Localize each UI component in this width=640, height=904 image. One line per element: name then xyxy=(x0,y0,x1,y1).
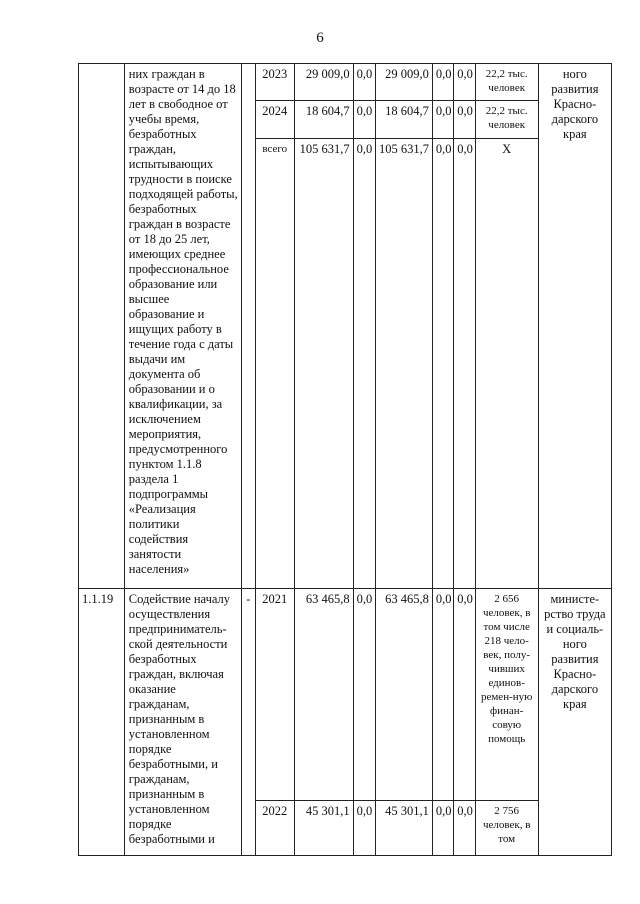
fund-cell: 0,0 xyxy=(353,801,375,856)
item-number: 1.1.19 xyxy=(79,589,125,856)
page-number: 6 xyxy=(316,30,324,46)
year-cell: 2024 xyxy=(255,101,294,139)
fund-cell: 0,0 xyxy=(454,139,475,589)
table-row xyxy=(79,64,612,101)
total-cell: 63 465,8 xyxy=(294,589,353,801)
fund-cell: 63 465,8 xyxy=(375,589,432,801)
executor-cell: ного развития Красно-дарского края xyxy=(538,64,611,589)
year-cell: 2022 xyxy=(255,801,294,856)
fund-cell: 29 009,0 xyxy=(375,64,432,101)
year-cell: 2023 xyxy=(255,64,294,101)
year-cell: всего xyxy=(255,139,294,589)
item-number xyxy=(79,64,125,589)
fund-cell: 45 301,1 xyxy=(375,801,432,856)
item-description: них граждан в возрасте от 14 до 18 лет в свободное от учебы время, безработных граждан, испытывающих трудности в поиске подходящей работы, безработных граждан в возрасте от 18 до 25 лет, имеющих среднее профессиональное образование или высшее образование и ищущих работу в течение года с даты выдачи им документа об образовании и о квалификации, за исключением мероприятия, предусмотренного пунктом 1.1.8 раздела 1 подпрограммы «Реализация политики содействия занятости населения» xyxy=(124,64,241,589)
executor-cell: министе-рство труда и социаль-ного развития Красно-дарского края xyxy=(538,589,611,856)
item-dash: - xyxy=(241,589,255,856)
fund-cell: 0,0 xyxy=(454,101,475,139)
fund-cell: 0,0 xyxy=(353,139,375,589)
result-cell: Х xyxy=(475,139,538,589)
result-cell: 22,2 тыс. человек xyxy=(475,101,538,139)
total-cell: 18 604,7 xyxy=(294,101,353,139)
item-dash xyxy=(241,64,255,589)
year-cell: 2021 xyxy=(255,589,294,801)
fund-cell: 105 631,7 xyxy=(375,139,432,589)
fund-cell: 0,0 xyxy=(432,101,453,139)
fund-cell: 0,0 xyxy=(432,589,453,801)
total-cell: 45 301,1 xyxy=(294,801,353,856)
item-description: Содействие началу осуществления предприниматель-ской деятельности безработных граждан, включая оказание гражданам, признанным в установленном порядке безработными, и гражданам, признанным в установленном порядке безработными и xyxy=(124,589,241,856)
fund-cell: 0,0 xyxy=(353,589,375,801)
table-row xyxy=(79,589,612,801)
fund-cell: 0,0 xyxy=(454,64,475,101)
total-cell: 105 631,7 xyxy=(294,139,353,589)
fund-cell: 0,0 xyxy=(454,589,475,801)
fund-cell: 0,0 xyxy=(432,139,453,589)
fund-cell: 0,0 xyxy=(353,101,375,139)
result-cell: 2 756 человек, в том xyxy=(475,801,538,856)
fund-cell: 0,0 xyxy=(432,801,453,856)
result-cell: 22,2 тыс. человек xyxy=(475,64,538,101)
fund-cell: 18 604,7 xyxy=(375,101,432,139)
result-cell: 2 656 человек, в том числе 218 чело-век, полу-чивших единов-ремен-ную финан-совую помощь xyxy=(475,589,538,801)
fund-cell: 0,0 xyxy=(454,801,475,856)
program-table xyxy=(78,63,612,856)
fund-cell: 0,0 xyxy=(353,64,375,101)
total-cell: 29 009,0 xyxy=(294,64,353,101)
fund-cell: 0,0 xyxy=(432,64,453,101)
